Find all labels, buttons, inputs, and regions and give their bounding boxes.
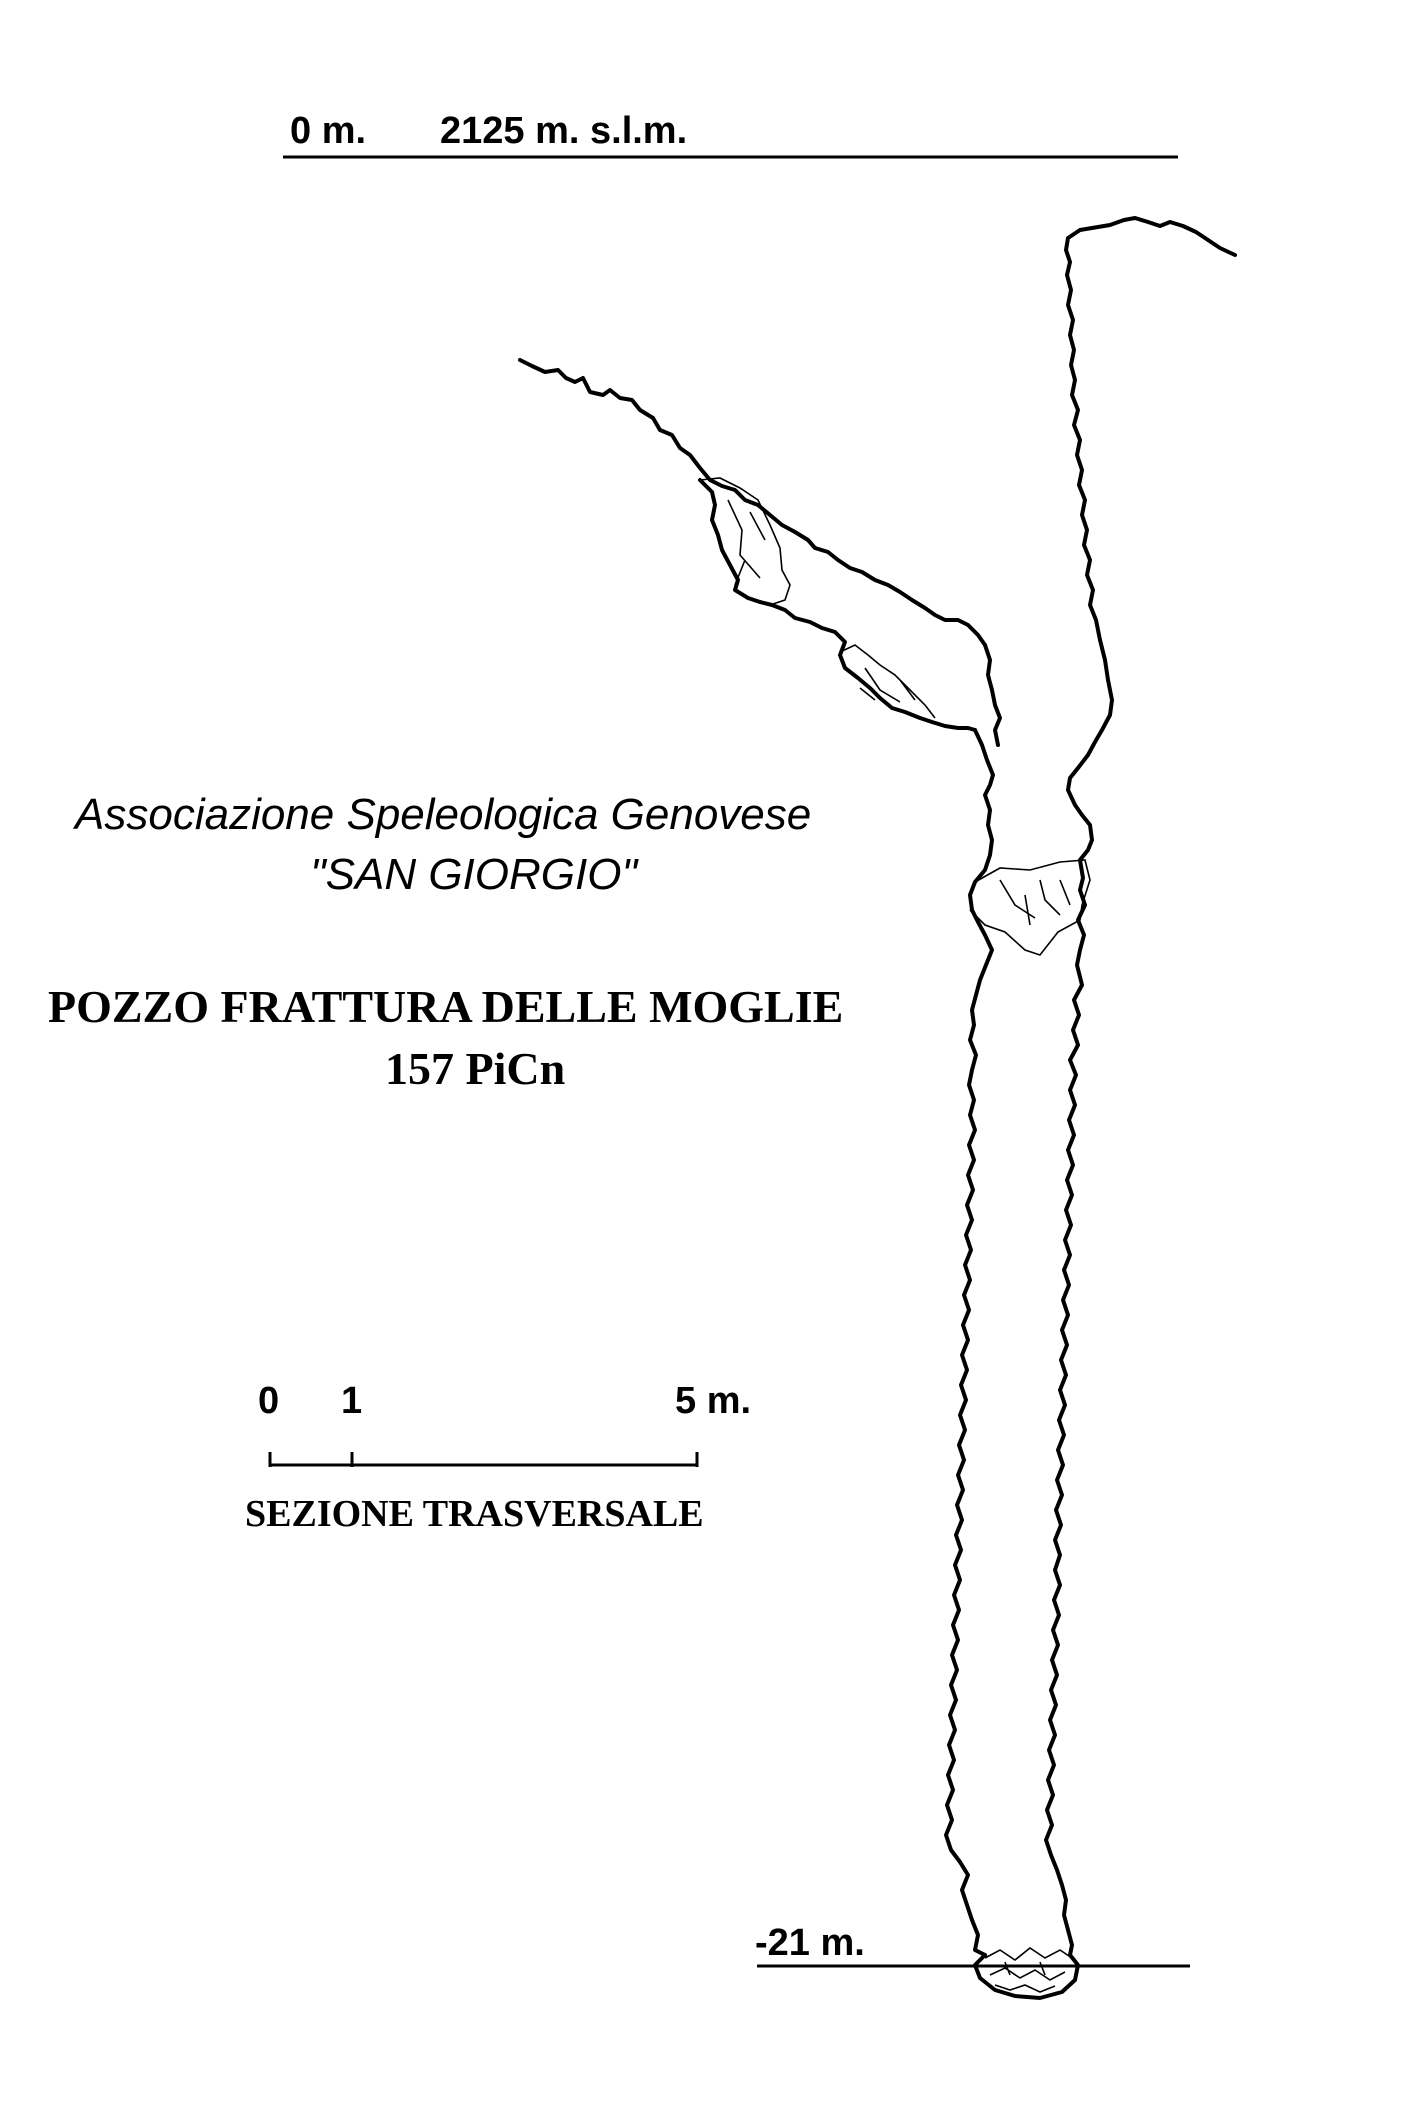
gallery-lower-wall [700, 480, 975, 730]
organization-name: Associazione Speleologica Genovese [75, 790, 812, 839]
scale-label-0: 0 [258, 1380, 280, 1422]
junction-wall [985, 645, 1000, 745]
gallery-upper-wall [520, 360, 985, 645]
scale-label-5: 5 m. [675, 1380, 752, 1422]
cave-name: POZZO FRATTURA DELLE MOGLIE [48, 981, 844, 1032]
shaft-left-wall [946, 730, 993, 1955]
cave-cadastre-number: 157 PiCn [385, 1043, 566, 1094]
rubble-fill [985, 1948, 1072, 1992]
top-datum-depth: 0 m. [290, 110, 367, 152]
section-type-label: SEZIONE TRASVERSALE [245, 1493, 704, 1535]
boulder-fill-2 [840, 645, 935, 718]
scale-label-1: 1 [341, 1380, 363, 1422]
scale-bar [270, 1452, 697, 1467]
bottom-datum-depth: -21 m. [755, 1922, 865, 1964]
organization-subtitle: "SAN GIORGIO" [310, 850, 638, 899]
top-datum-altitude: 2125 m. s.l.m. [440, 110, 688, 152]
shaft-right-wall [1046, 218, 1235, 1955]
terminal-chamber-outline [975, 1955, 1078, 1998]
